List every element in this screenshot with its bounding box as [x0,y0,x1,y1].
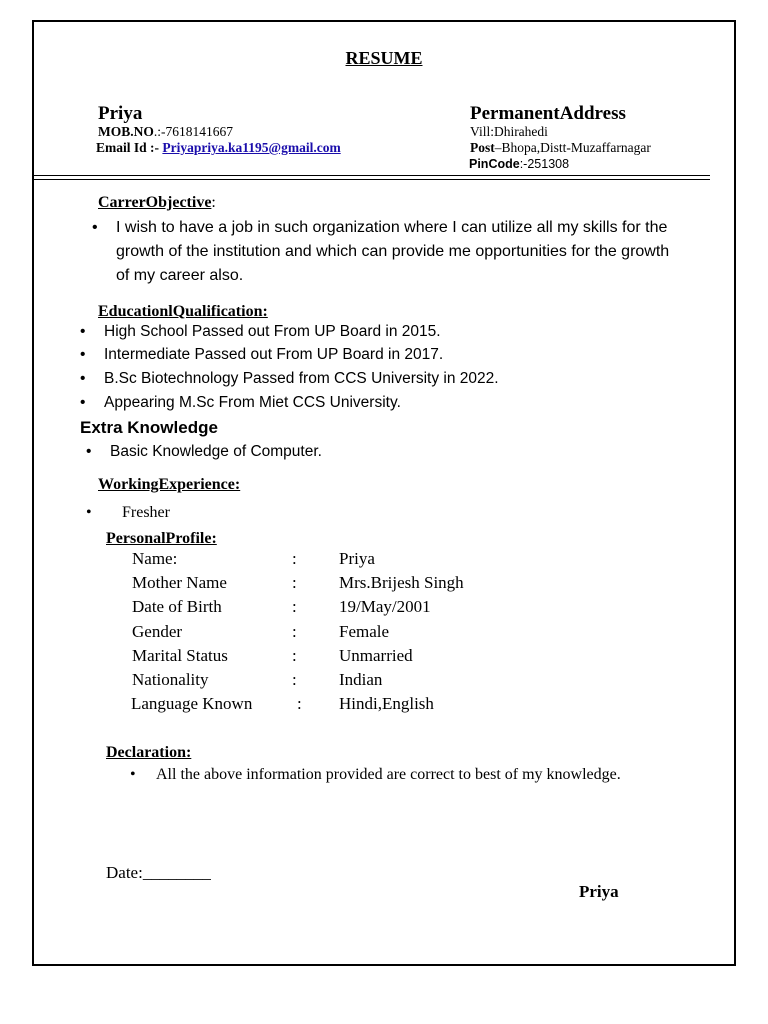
bullet-icon: • [130,766,136,783]
profile-heading: PersonalProfile: [106,530,217,547]
profile-separator: : [292,597,297,616]
bullet-icon: • [80,323,86,340]
education-item: High School Passed out From UP Board in 2015. [104,323,441,340]
profile-separator: : [297,694,302,713]
work-item: Fresher [122,504,170,521]
profile-separator: : [292,549,297,568]
declaration-heading: Declaration: [106,744,192,761]
bullet-icon: • [86,443,92,460]
profile-label: Gender [132,622,183,641]
extra-item: Basic Knowledge of Computer. [110,443,322,460]
address-post [470,140,651,156]
mobile-label: MOB.NO [98,124,154,139]
address-heading: PermanentAddress [470,103,626,124]
profile-value: Mrs.Brijesh Singh [339,573,464,592]
objective-heading-suffix: : [211,194,216,211]
bullet-icon: • [80,394,86,411]
mobile-line [98,124,233,140]
objective-heading: CarrerObjective [98,194,212,211]
email-label: Email Id :- [96,140,163,155]
extra-heading: Extra Knowledge [80,418,218,437]
profile-separator: : [292,573,297,592]
profile-value: Priya [339,549,375,568]
profile-label: Nationality [132,670,209,689]
email-line [96,140,341,156]
address-vill: Vill:Dhirahedi [470,124,548,139]
objective-heading-line [98,194,216,212]
education-item: B.Sc Biotechnology Passed from CCS University in 2022. [104,370,499,387]
profile-value: Unmarried [339,646,413,665]
education-heading: EducationlQualification: [98,303,268,320]
email-link[interactable]: Priyapriya.ka1195@gmail.com [162,140,341,155]
profile-label: Mother Name [132,573,227,592]
pincode-line [469,157,569,171]
education-item: Appearing M.Sc From Miet CCS University. [104,394,401,411]
pincode-label: PinCode [469,157,520,171]
bullet-icon: • [80,370,86,387]
post-value: –Bhopa,Distt-Muzaffarnagar [494,140,651,155]
resume-title: RESUME [345,48,423,68]
profile-separator: : [292,646,297,665]
profile-value: Female [339,622,390,641]
profile-value: 19/May/2001 [339,597,431,616]
signature-name: Priya [579,882,619,901]
objective-text: I wish to have a job in such organization where I can utilize all my skills for the growth of the institution and which can provide me opportunities for the growth of my career also. [116,219,670,284]
header-rule-top [34,175,710,176]
declaration-text: All the above information provided are correct to best of my knowledge. [156,766,621,783]
profile-value: Hindi,English [339,694,434,713]
profile-label: Marital Status [132,646,228,665]
profile-label: Date of Birth [132,597,222,616]
bullet-icon: • [86,504,92,521]
profile-label: Name: [132,549,178,568]
profile-label: Language Known [131,694,253,713]
education-item: Intermediate Passed out From UP Board in 2017. [104,346,444,363]
pincode-value: :-251308 [519,157,570,171]
candidate-name: Priya [98,103,143,124]
date-field: Date:________ [106,863,211,882]
post-label: Post [470,140,495,155]
work-heading: WorkingExperience: [98,476,241,493]
profile-value: Indian [339,670,383,689]
bullet-icon: • [92,219,98,236]
profile-separator: : [292,622,297,641]
mobile-value: .:-7618141667 [153,124,233,139]
bullet-icon: • [80,346,86,363]
profile-separator: : [292,670,297,689]
header-rule-bottom [34,179,710,180]
